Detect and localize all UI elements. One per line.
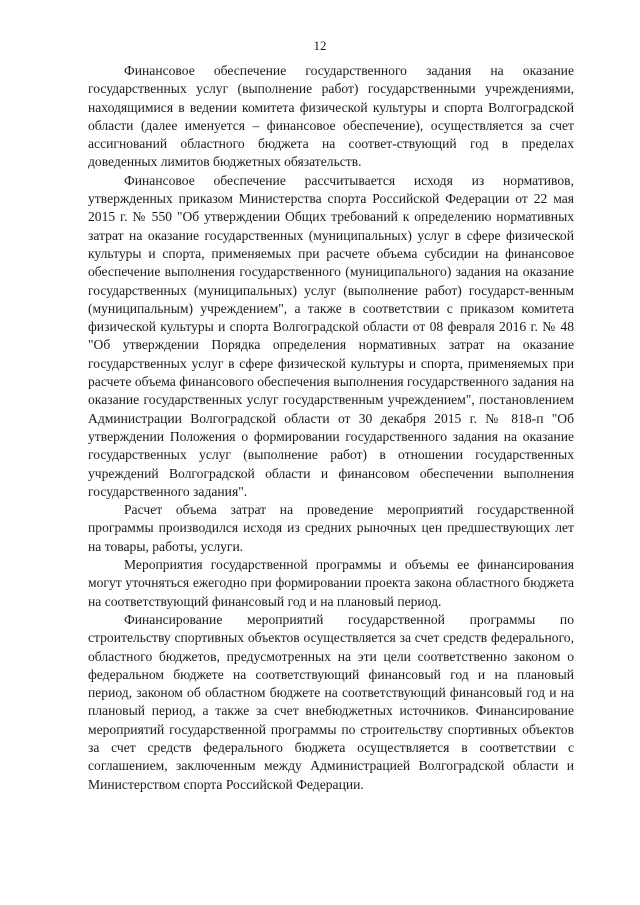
paragraph-financial-provision: Финансовое обеспечение государственного задания на оказание государственных услуг (выполнение работ) государственными учреждениями, находящимися в ведении комитета физической культуры и спорта Волгоградской области (далее именуется – финансовое обеспечение), осуществляется за счет ассигнований областного бюджета на соответ-ствующий год в пределах доведенных лимитов бюджетных обязательств. (88, 63, 574, 170)
document-body (88, 62, 574, 794)
paragraph-normative-basis: Финансовое обеспечение рассчитывается исходя из нормативов, утвержденных приказом Министерства спорта Российской Федерации от 22 мая 2015 г. № 550 "Об утверждении Общих требований к определению нормативных затрат на оказание государственных (муниципальных) услуг в сфере физической культуры и спорта, применяемых при расчете объема субсидии на финансовое обеспечение выполнения государственного (муниципального) задания на оказание государственных (муниципальных) услуг (выполнение работ) государст-венным (муниципальным) учреждением", а также в соответствии с приказом комитета физической культуры и спорта Волгоградской области от 08 февраля 2016 г. № 48 "Об утверждении Порядка определения нормативных затрат на оказание государственных услуг в сфере физической культуры и спорта, применяемых при расчете объема финансового обеспечения выполнения государственного задания на оказание государственных услуг государственным учреждением", постановлением Администрации Волгоградской области от 30 декабря 2015 г. № 818-п "Об утверждении Положения о формировании государственного задания на оказание государственных услуг (выполнение работ) в отношении государственных учреждений Волгоградской области и финансовом обеспечении выполнения государственного задания". (88, 172, 574, 499)
paragraph-construction-financing: Финансирование мероприятий государственной программы по строительству спортивных объектов осуществляется за счет средств федерального, областного бюджетов, предусмотренных на эти цели соответственно законом о федеральном бюджете на соответствующий финансовый год и на плановый период, законом об областном бюджете на соответствующий финансовый год и на плановый период, а также за счет внебюджетных источников. Финансирование мероприятий государственной программы по строительству спортивных объектов за счет средств федерального бюджета осуществляется в соответствии с соглашением, заключенным между Администрацией Волгоградской области и Министерством спорта Российской Федерации. (88, 611, 574, 792)
paragraph-annual-adjustment: Мероприятия государственной программы и объемы ее финансирования могут уточняться ежегодно при формировании проекта закона областного бюджета на соответствующий финансовый год и на плановый период. (88, 557, 574, 609)
page-number: 12 (313, 38, 327, 53)
paragraph-cost-calculation: Расчет объема затрат на проведение мероприятий государственной программы производился исходя из средних рыночных цен предшествующих лет на товары, работы, услуги. (88, 502, 574, 554)
